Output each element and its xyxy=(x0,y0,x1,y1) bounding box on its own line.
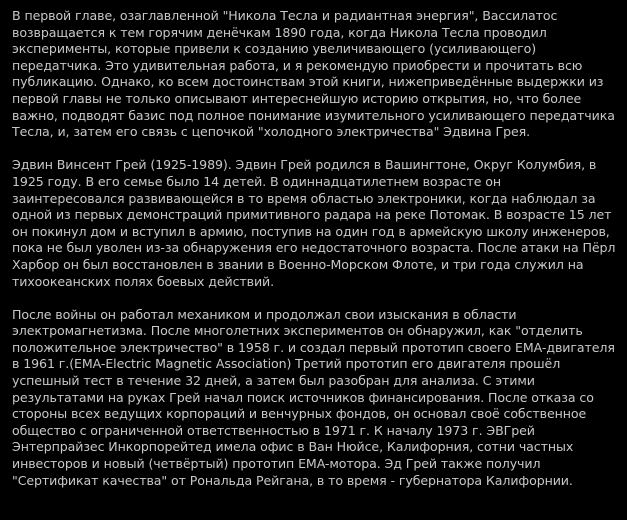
paragraph-gray-biography: Эдвин Винсент Грей (1925-1989). Эдвин Грей родился в Вашингтоне, Округ Колумбия, в 1925 году. В его семье было 14 детей. В одиннадцатилетнем возрасте он заинтересовался развивающейся в то время областью электроники, когда наблюдал за одной из первых демонстраций примитивного радара на реке Потомак. В возрасте 15 лет он покинул дом и вступил в армию, поступив на один год в армейскую школу инженеров, пока не был уволен из-за обнаружения его недостаточного возраста. После атаки на Пёрл Харбор он был восстановлен в звании в Военно-Морском Флоте, и три года служил на тихоокеанских полях боевых действий. xyxy=(12,157,616,289)
paragraph-gray-ema-motor: После войны он работал механиком и продолжал свои изыскания в области электромагнетизма. После многолетних экспериментов он обнаружил, как "отделить положительное электричество" в 1958 г. и создал первый прототип своего EMA-двигателя в 1961 г.(EMA-Electric Magnetic Association) Третий прототип его двигателя прошёл успешный тест в течение 32 дней, а затем был разобран для анализа. С этими результатами на руках Грей начал поиск источников финансирования. После отказа со стороны всех ведущих корпораций и венчурных фондов, он основал своё собственное общество с ограниченной ответственностью в 1971 г. К началу 1973 г. ЭВГрей Энтерпрайзес Инкорпорейтед имела офис в Ван Нюйсе, Калифорния, сотни частных инвесторов и новый (четвёртый) прототип EMA-мотора. Эд Грей также получил "Сертификат качества" от Рональда Рейгана, в то время - губернатора Калифорнии. xyxy=(12,306,615,488)
paragraph-tesla-intro: В первой главе, озаглавленной "Никола Тесла и радиантная энергия", Вассилатос возвращается к тем горячим денёчкам 1890 года, когда Никола Тесла проводил эксперименты, которые привели к созданию увеличивающего (усиливающего) передатчика. Это удивительная работа, и я рекомендую приобрести и прочитать всю публикацию. Однако, ко всем достоинствам этой книги, нижеприведённые выдержки из первой главы не только описывают интереснейшую историю открытия, но, что более важно, подводят базис под полное понимание изумительного усиливающего передатчика Тесла, и, затем его связь с цепочкой "холодного электричества" Эдвина Грея. xyxy=(12,8,615,140)
article-body xyxy=(12,8,616,489)
